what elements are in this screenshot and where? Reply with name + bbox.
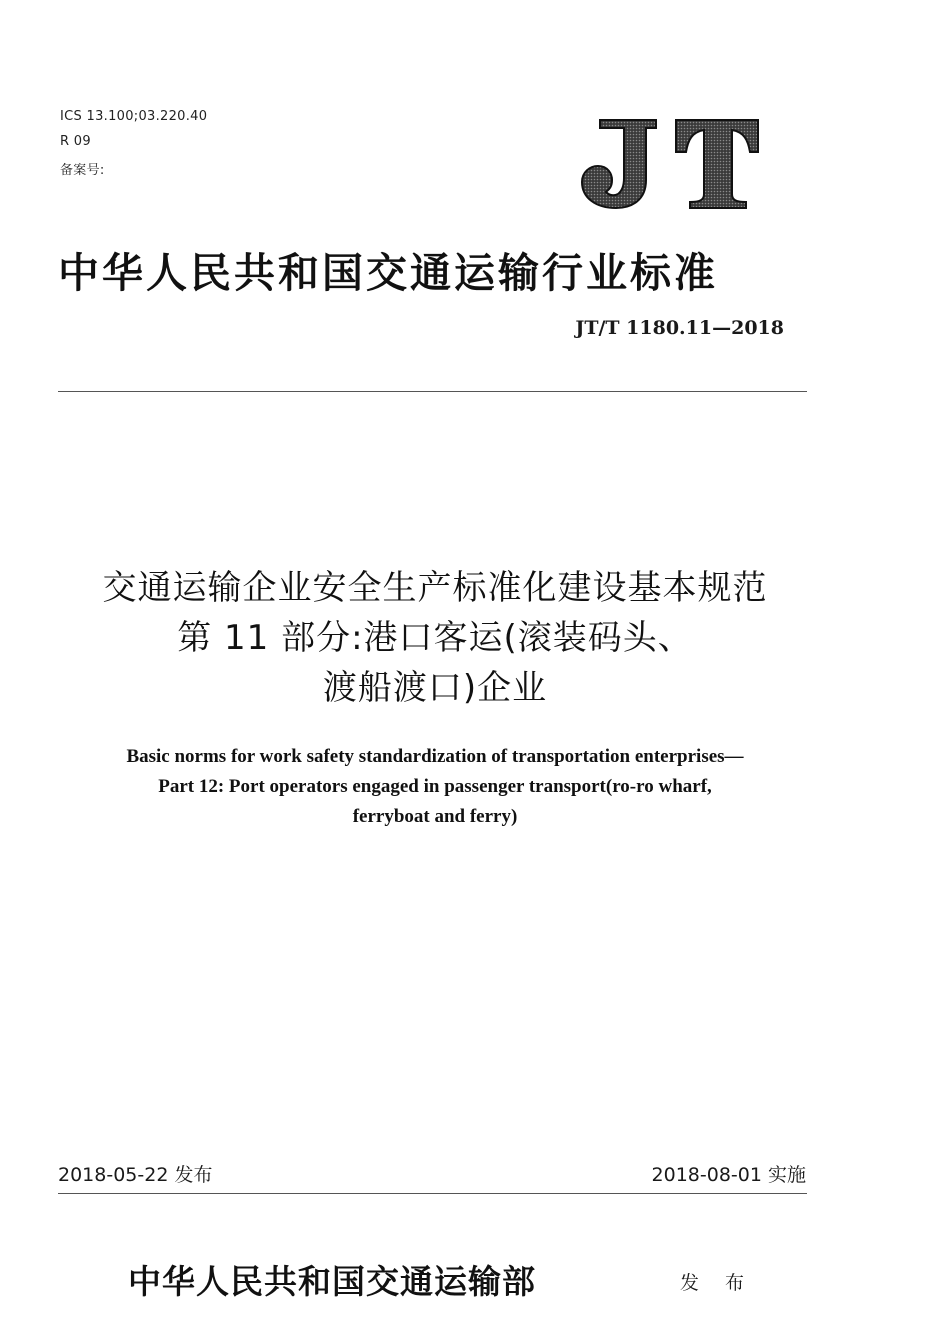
- cn-title-line-2: 第 11 部分:港口客运(滚装码头、: [177, 618, 693, 658]
- filing-number: 备案号:: [60, 163, 105, 178]
- top-divider: [58, 391, 807, 392]
- issue-date: 2018-05-22 发布: [58, 1164, 213, 1186]
- ics-code: ICS 13.100;03.220.40: [60, 109, 208, 124]
- standard-number: JT/T 1180.11—2018: [575, 317, 784, 339]
- en-title-line-3: ferryboat and ferry): [352, 806, 518, 827]
- ccs-code: R 09: [60, 134, 91, 149]
- cn-title-line-1: 交通运输企业安全生产标准化建设基本规范: [102, 568, 768, 608]
- jt-logo: [578, 118, 760, 210]
- implementation-date: 2018-08-01 实施: [651, 1164, 806, 1186]
- cn-title-line-3: 渡船渡口)企业: [322, 668, 548, 708]
- publisher: 中华人民共和国交通运输部: [128, 1262, 536, 1301]
- bottom-divider: [58, 1193, 807, 1194]
- publish-label: 发 布: [680, 1272, 755, 1294]
- issuer-title: 中华人民共和国交通运输行业标准: [58, 249, 718, 297]
- en-title-line-2: Part 12: Port operators engaged in passenger transport(ro-ro wharf,: [158, 776, 712, 797]
- en-title-line-1: Basic norms for work safety standardization of transportation enterprises—: [126, 746, 744, 767]
